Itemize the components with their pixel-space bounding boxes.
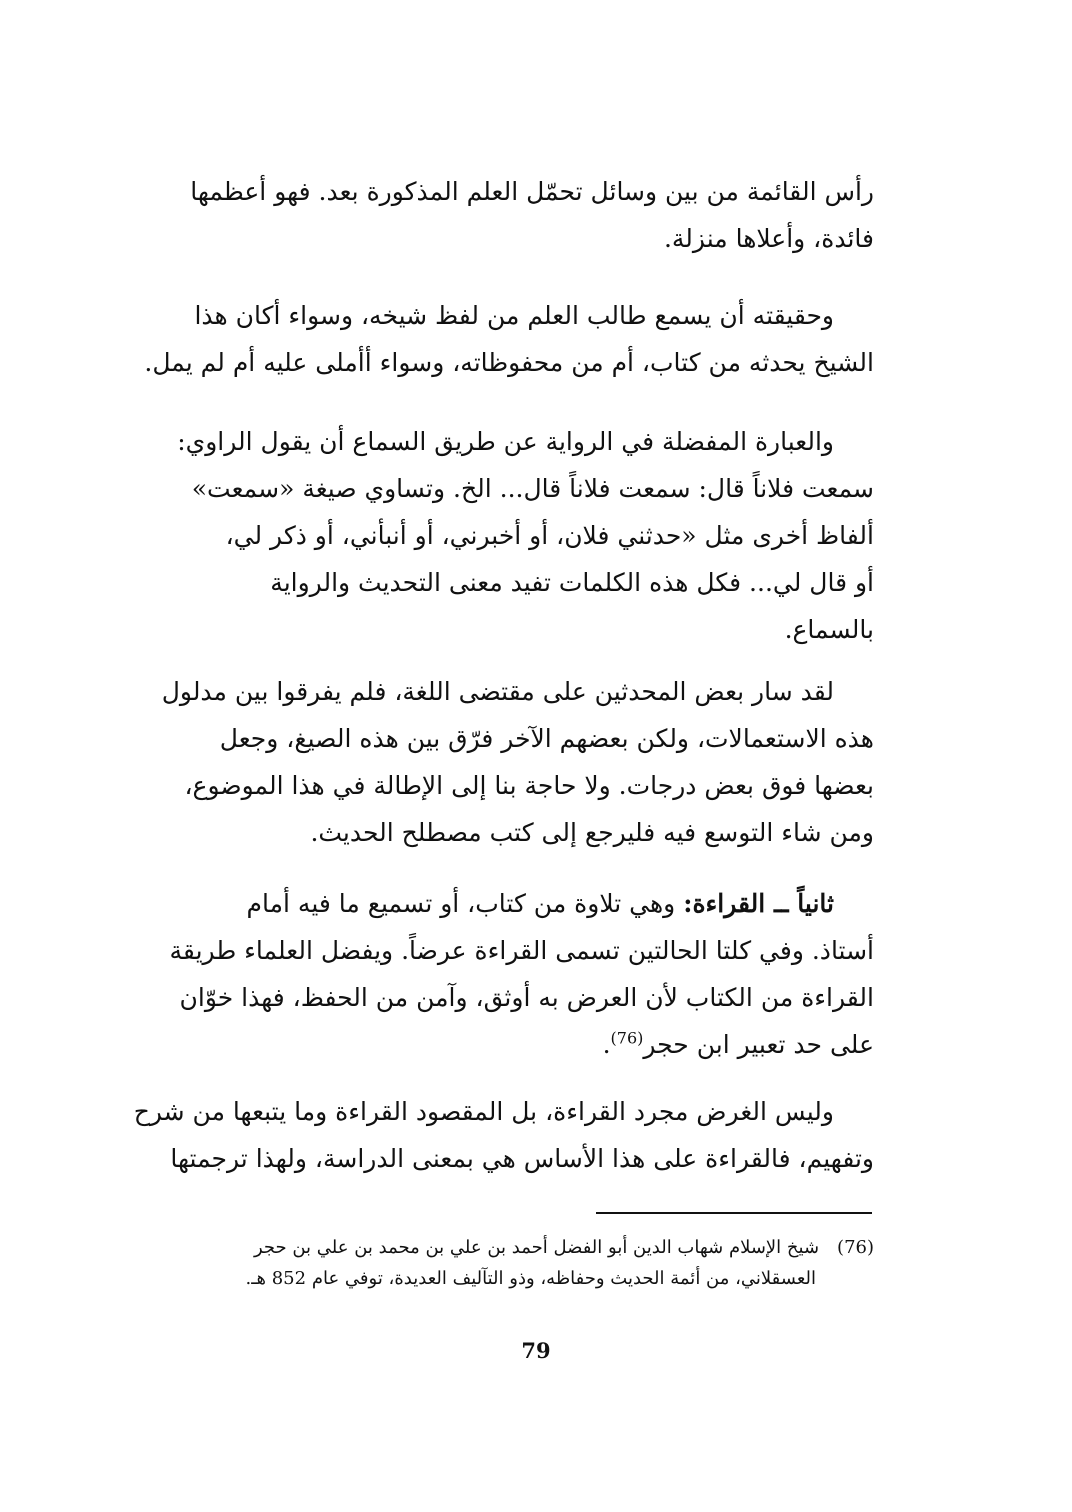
paragraph-4: [161, 668, 874, 856]
footnote-separator: [596, 1212, 872, 1214]
footnote-number: (76): [837, 1237, 874, 1258]
text-line: ومن شاء التوسع فيه فليرجع إلى كتب مصطلح الحديث.: [310, 818, 874, 847]
text-line: [196, 880, 874, 927]
text-line: بالسماع.: [784, 615, 874, 644]
text-line: هذه الاستعمالات، ولكن بعضهم الآخر فرّق بين هذه الصيغ، وجعل: [219, 724, 874, 753]
text-segment: على حد تعبير ابن حجر: [643, 1030, 874, 1059]
text-segment: وهي تلاوة من كتاب، أو تسميع ما فيه أمام: [246, 889, 676, 918]
text-line: ألفاظ أخرى مثل «حدثني فلان، أو أخبرني، أو أنبأني، أو ذكر لي،: [225, 521, 874, 550]
paragraph-5: [169, 880, 874, 1068]
footnote-line: [194, 1232, 874, 1263]
paragraph-6: [133, 1088, 874, 1182]
text-line: سمعت فلاناً قال: سمعت فلاناً قال... الخ. وتساوي صيغة «سمعت»: [191, 474, 874, 503]
text-line: بعضها فوق بعض درجات. ولا حاجة بنا إلى الإطالة في هذا الموضوع،: [184, 771, 874, 800]
footnote: [194, 1232, 874, 1294]
text-line: وحقيقته أن يسمع طالب العلم من لفظ شيخه، وسواء أكان هذا: [194, 301, 834, 330]
text-line: لقد سار بعض المحدثين على مقتضى اللغة، فلم يفرقوا بين مدلول: [161, 677, 834, 706]
paragraph-1: [190, 168, 874, 262]
text-line: وليس الغرض مجرد القراءة، بل المقصود القراءة وما يتبعها من شرح: [133, 1097, 834, 1126]
section-label: ثانياً ــ القراءة:: [683, 889, 834, 918]
text-line: وتفهيم، فالقراءة على هذا الأساس هي بمعنى الدراسة، ولهذا ترجمتها: [170, 1144, 874, 1173]
paragraph-3: [177, 418, 874, 653]
text-line: فائدة، وأعلاها منزلة.: [663, 224, 874, 253]
footnote-line: العسقلاني، من أئمة الحديث وحفاظه، وذو التآليف العديدة، توفي عام 852 هـ.: [245, 1268, 816, 1289]
footnote-reference[interactable]: (76): [610, 1028, 644, 1048]
text-segment: .: [602, 1030, 611, 1059]
footnote-text: شيخ الإسلام شهاب الدين أبو الفضل أحمد بن علي بن محمد بن علي بن حجر: [253, 1237, 820, 1258]
text-line: أو قال لي... فكل هذه الكلمات تفيد معنى التحديث والرواية: [270, 568, 874, 597]
page-number: 79: [521, 1338, 551, 1363]
text-line: [196, 1021, 874, 1068]
paragraph-2: [144, 292, 874, 386]
text-line: الشيخ يحدثه من كتاب، أم من محفوظاته، وسواء أأملى عليه أم لم يمل.: [144, 348, 874, 377]
text-line: أستاذ. وفي كلتا الحالتين تسمى القراءة عرضاً. ويفضل العلماء طريقة: [169, 936, 874, 965]
text-line: والعبارة المفضلة في الرواية عن طريق السماع أن يقول الراوي:: [177, 427, 834, 456]
text-line: القراءة من الكتاب لأن العرض به أوثق، وآمن من الحفظ، فهذا خوّان: [179, 983, 874, 1012]
text-line: رأس القائمة من بين وسائل تحمّل العلم المذكورة بعد. فهو أعظمها: [190, 177, 874, 206]
